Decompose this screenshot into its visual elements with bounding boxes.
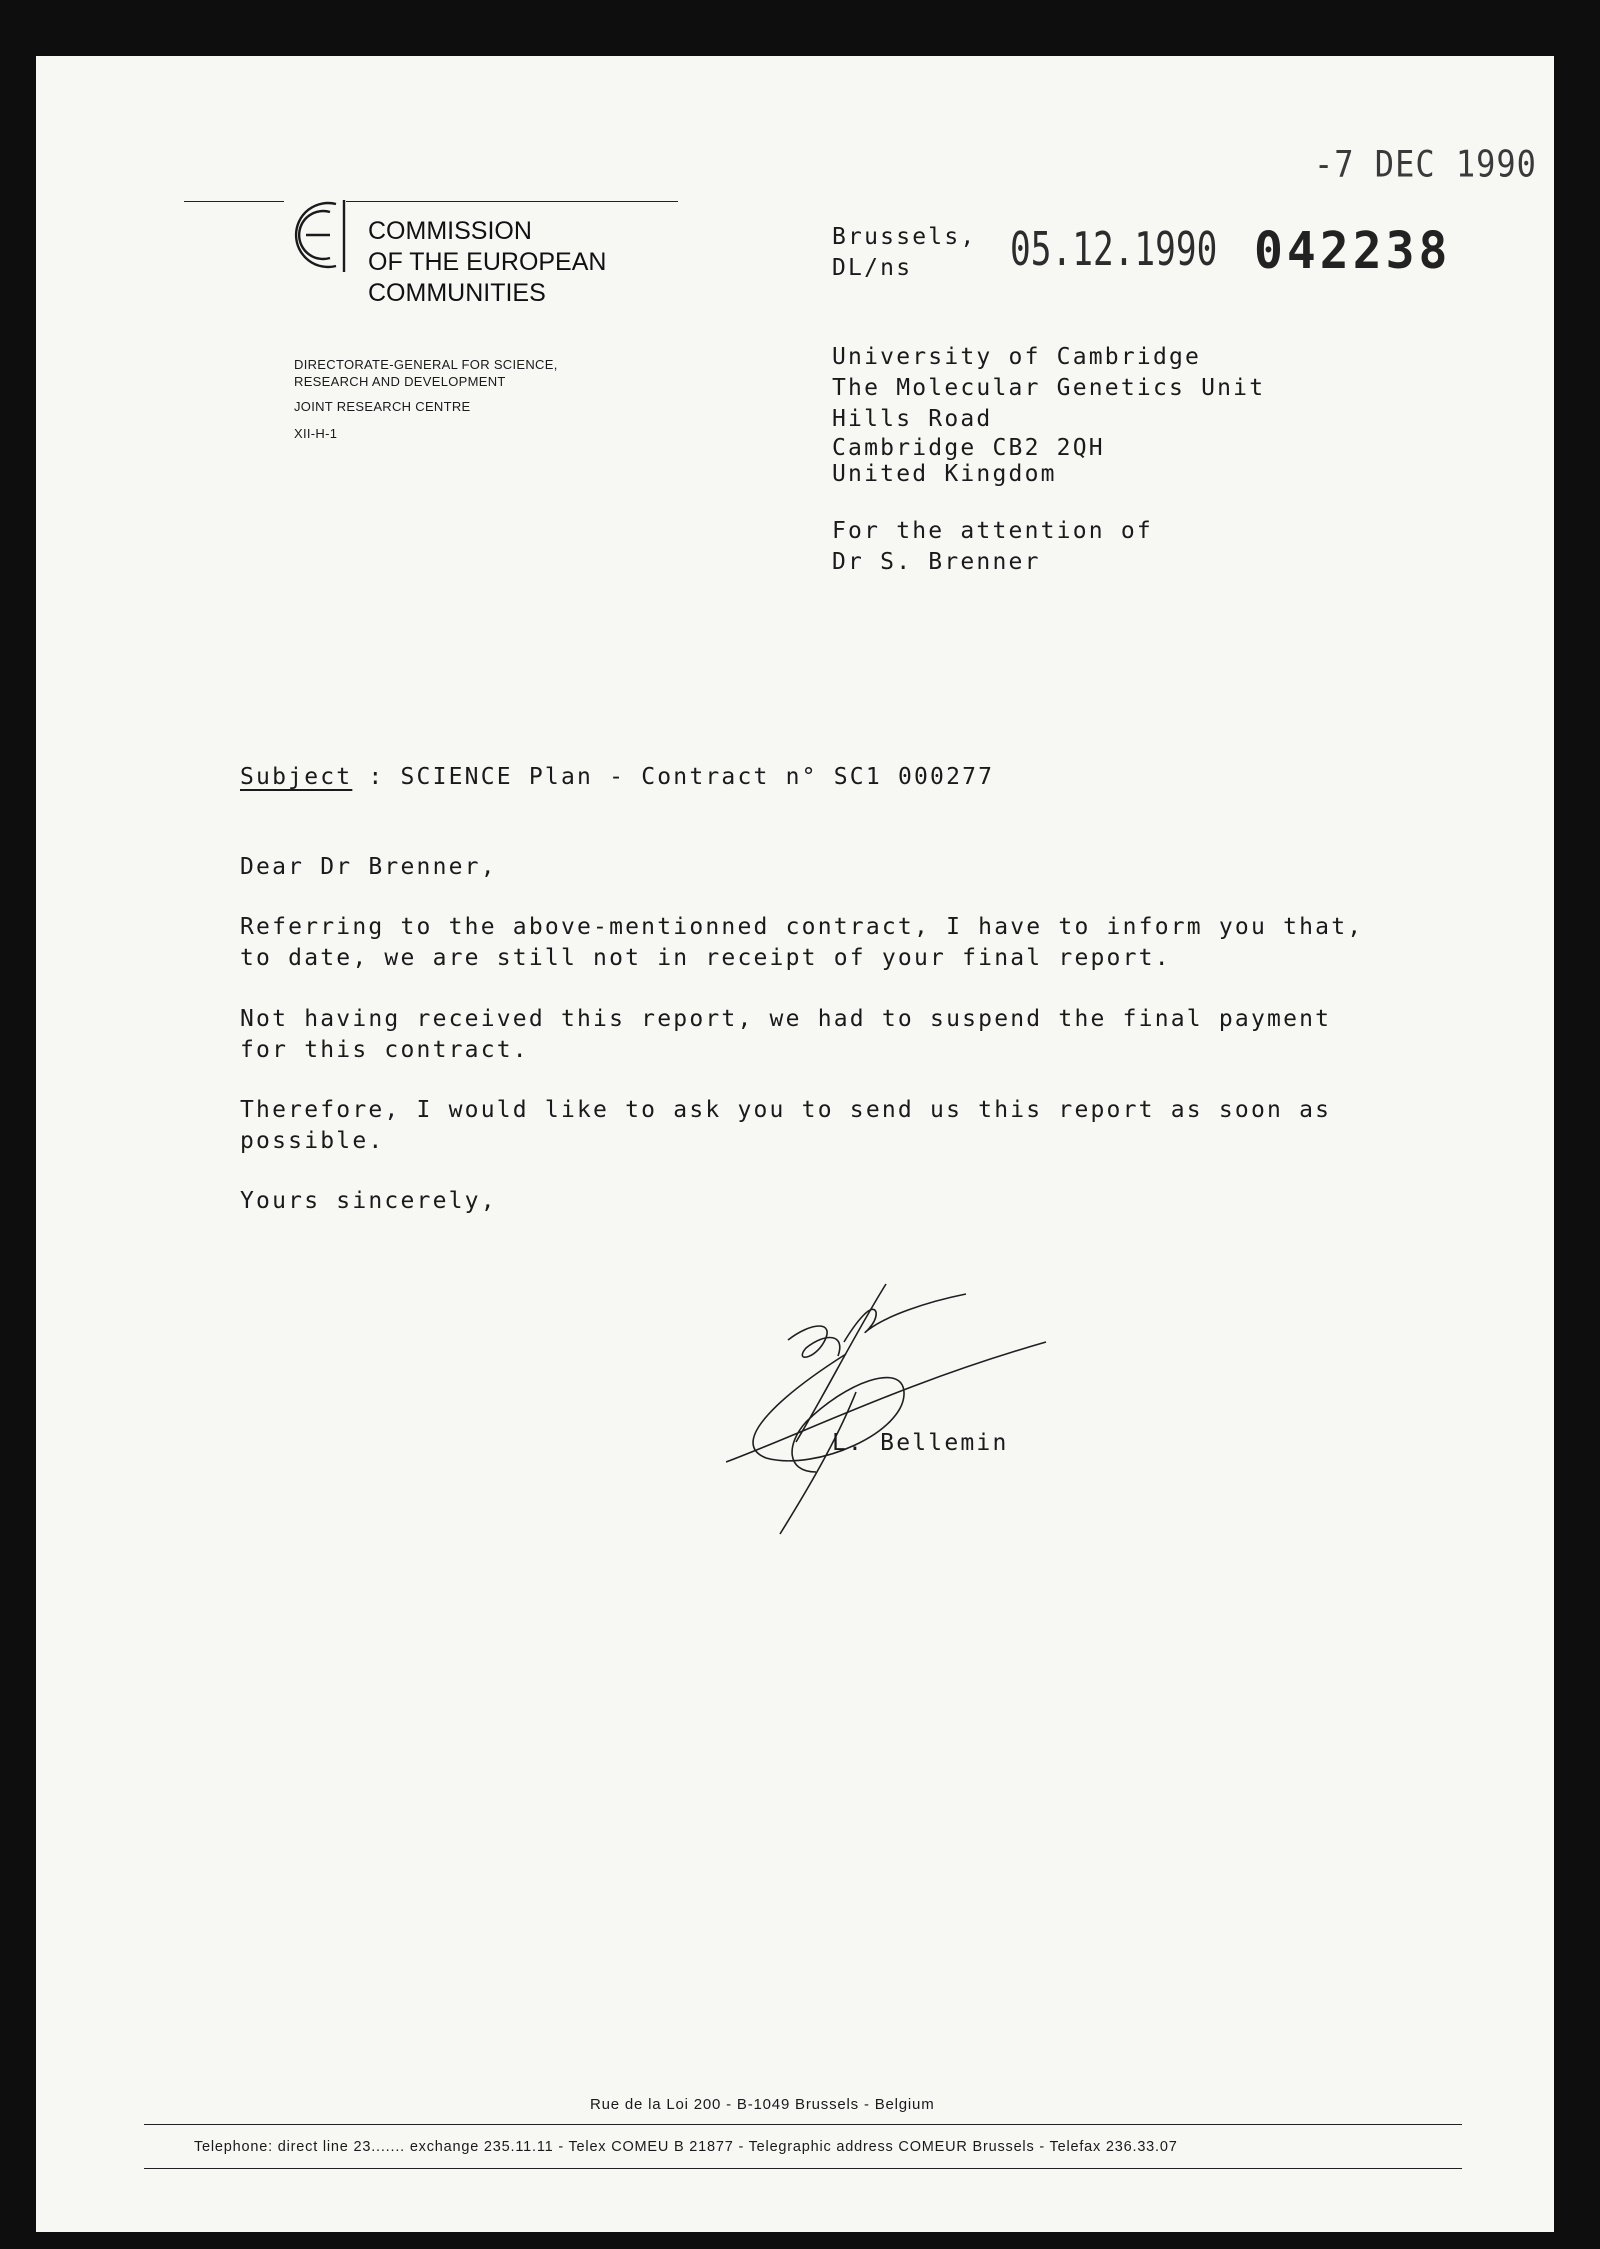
paragraph-line: possible. [240, 1128, 385, 1154]
department-block [294, 356, 558, 442]
address-line: Hills Road [832, 406, 993, 432]
letterhead-rule-right [346, 201, 678, 202]
dept-line: DIRECTORATE-GENERAL FOR SCIENCE, [294, 357, 558, 372]
subject-text: : SCIENCE Plan - Contract n° SC1 000277 [352, 764, 995, 790]
attention-line: For the attention of [832, 518, 1153, 544]
paragraph-line: for this contract. [240, 1037, 529, 1063]
folded-corner [1554, 56, 1590, 112]
org-line: OF THE EUROPEAN [368, 248, 607, 276]
org-line: COMMUNITIES [368, 279, 546, 307]
ec-logo-icon [284, 194, 354, 276]
dept-line: RESEARCH AND DEVELOPMENT [294, 374, 506, 389]
closing: Yours sincerely, [240, 1188, 497, 1214]
subject-label: Subject [240, 764, 353, 790]
salutation: Dear Dr Brenner, [240, 854, 497, 880]
paragraph [240, 1095, 1331, 1157]
address-line: Cambridge CB2 2QH [832, 435, 1105, 461]
recipient-address [832, 342, 1265, 487]
paragraph-line: Therefore, I would like to ask you to send us this report as soon as [240, 1097, 1332, 1123]
dept-line: JOINT RESEARCH CENTRE [294, 399, 471, 414]
signatory-name: L. Bellemin [832, 1430, 1009, 1456]
footer-contact: Telephone: direct line 23....... exchange 235.11.11 - Telex COMEU B 21877 - Telegraphic address COMEUR Brussels - Telefax 236.33.07 [194, 2139, 1178, 2155]
footer-address: Rue de la Loi 200 - B-1049 Brussels - Belgium [590, 2096, 935, 2113]
attention-block [832, 516, 1153, 578]
org-line: COMMISSION [368, 217, 532, 245]
office-ref: DL/ns [832, 255, 913, 281]
city: Brussels, [832, 224, 977, 250]
signature-icon [726, 1272, 1066, 1542]
address-line: University of Cambridge [832, 344, 1202, 370]
number-stamp: 042238 [1254, 222, 1452, 281]
date-stamp: 05.12.1990 [1010, 222, 1218, 276]
footer-rule-top [144, 2124, 1462, 2125]
attention-line: Dr S. Brenner [832, 549, 1041, 575]
letterhead-rule-left [184, 201, 284, 202]
letter-page [36, 56, 1554, 2232]
organisation-name [368, 216, 606, 309]
footer-rule-bottom [144, 2168, 1462, 2169]
paragraph [240, 912, 1363, 974]
paragraph [240, 1004, 1331, 1066]
address-line: The Molecular Genetics Unit [832, 375, 1266, 401]
paragraph-line: to date, we are still not in receipt of your final report. [240, 945, 1171, 971]
subject-line [240, 762, 994, 793]
paragraph-line: Not having received this report, we had to suspend the final payment [240, 1006, 1332, 1032]
paragraph-line: Referring to the above-mentionned contract, I have to inform you that, [240, 914, 1364, 940]
address-line: United Kingdom [832, 461, 1057, 487]
ref-code: XII-H-1 [294, 426, 338, 441]
received-stamp: -7 DEC 1990 [1314, 142, 1537, 186]
place-block [832, 222, 976, 284]
